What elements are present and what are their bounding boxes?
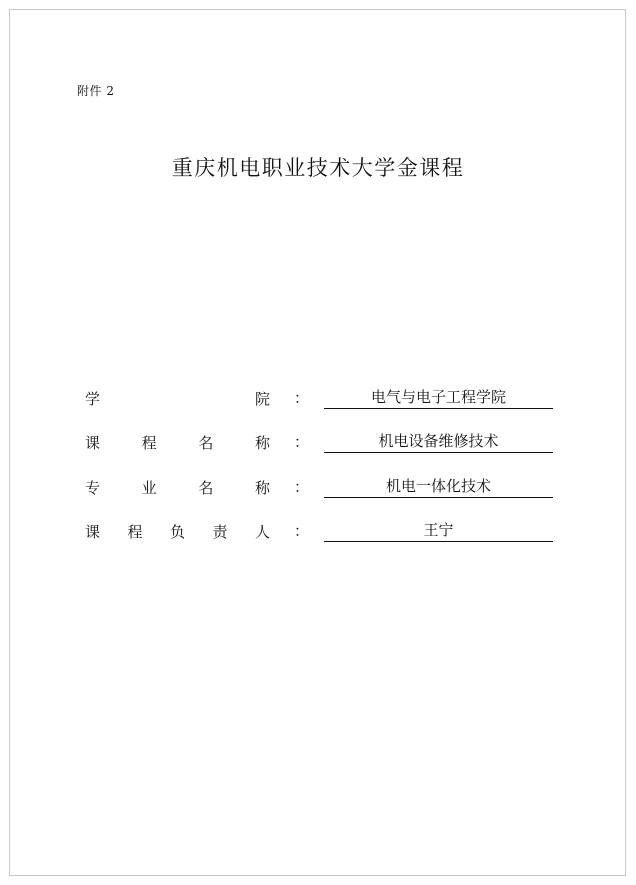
label-char: 称 <box>254 478 270 497</box>
field-colon: ： <box>294 522 310 540</box>
field-colon: ： <box>294 478 310 496</box>
field-colon: ： <box>294 389 310 407</box>
field-row-college <box>0 386 636 410</box>
label-char: 课 <box>85 433 101 452</box>
label-char: 专 <box>85 478 101 497</box>
field-value-college: 电气与电子工程学院 <box>324 386 553 409</box>
field-colon: ： <box>294 433 310 451</box>
label-char: 称 <box>254 433 270 452</box>
field-row-course-lead <box>0 519 636 543</box>
label-char: 业 <box>141 478 157 497</box>
label-char: 责 <box>212 522 228 541</box>
field-row-major-name <box>0 475 636 499</box>
attachment-label: 附件 2 <box>77 84 115 98</box>
label-char: 名 <box>198 433 214 452</box>
label-char: 负 <box>169 522 185 541</box>
label-char: 学 <box>85 389 101 408</box>
field-label-course-lead <box>85 519 270 543</box>
field-row-course-name <box>0 430 636 454</box>
document-title: 重庆机电职业技术大学金课程 <box>171 156 465 180</box>
label-char: 课 <box>85 522 101 541</box>
label-char: 名 <box>198 478 214 497</box>
field-value-major-name: 机电一体化技术 <box>324 475 553 498</box>
field-label-course-name <box>85 430 270 454</box>
field-label-major-name <box>85 475 270 499</box>
label-char: 程 <box>141 433 157 452</box>
field-value-course-name: 机电设备维修技术 <box>324 430 553 453</box>
label-char: 院 <box>254 389 270 408</box>
field-label-college <box>85 386 270 410</box>
field-value-course-lead: 王宁 <box>324 519 553 542</box>
label-char: 人 <box>254 522 270 541</box>
label-char: 程 <box>127 522 143 541</box>
